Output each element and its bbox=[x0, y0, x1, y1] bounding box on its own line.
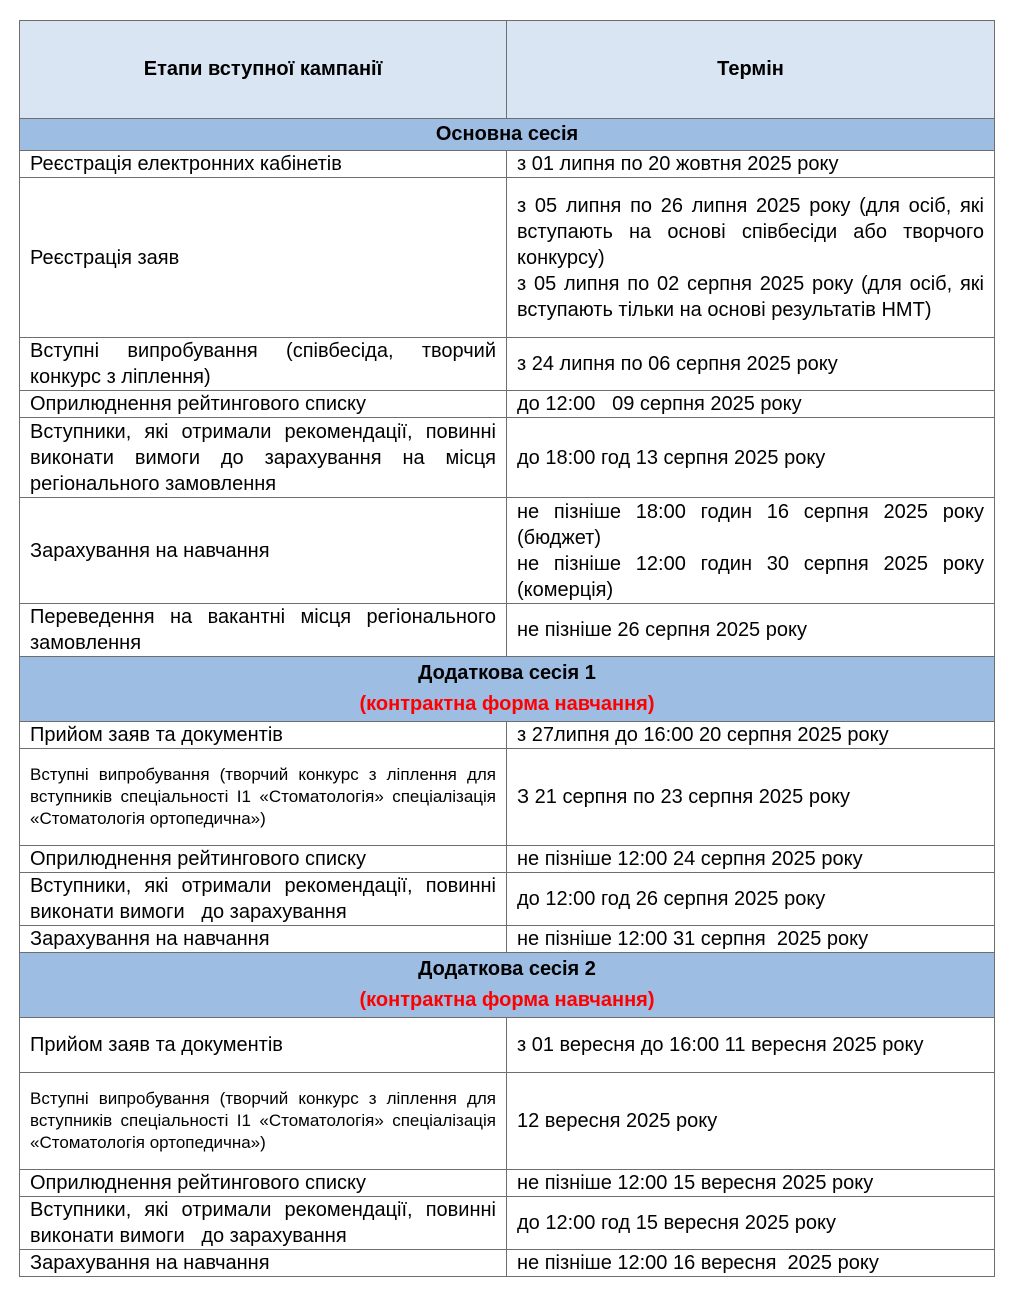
stage-cell: Вступники, які отримали рекомендації, повинні виконати вимоги до зарахування bbox=[20, 1197, 507, 1250]
table-row bbox=[20, 1197, 995, 1250]
term-cell bbox=[507, 749, 995, 846]
stage-cell: Вступники, які отримали рекомендації, повинні виконати вимоги до зарахування на місця регіонального замовлення bbox=[20, 418, 507, 498]
stage-cell: Вступні випробування (творчий конкурс з ліплення для вступників спеціальності I1 «Стоматологія» спеціалізація «Стоматологія ортопедична») bbox=[20, 1073, 507, 1170]
term-cell bbox=[507, 1170, 995, 1197]
session-title: Додаткова сесія 1 bbox=[418, 662, 596, 684]
term-cell bbox=[507, 178, 995, 338]
term-line: з 27липня до 16:00 20 серпня 2025 року bbox=[517, 724, 889, 746]
term-cell bbox=[507, 846, 995, 873]
term-cell bbox=[507, 418, 995, 498]
table-row bbox=[20, 873, 995, 926]
table-row bbox=[20, 1170, 995, 1197]
term-line: не пізніше 12:00 16 вересня 2025 року bbox=[517, 1252, 879, 1274]
term-cell bbox=[507, 1073, 995, 1170]
term-cell bbox=[507, 1018, 995, 1073]
table-row bbox=[20, 926, 995, 953]
stage-cell: Вступні випробування (співбесіда, творчий конкурс з ліплення) bbox=[20, 338, 507, 391]
term-line: не пізніше 12:00 31 серпня 2025 року bbox=[517, 928, 869, 950]
table-row bbox=[20, 749, 995, 846]
stage-cell: Прийом заяв та документів bbox=[20, 1018, 507, 1073]
column-header-stage: Етапи вступної кампанії bbox=[20, 21, 507, 119]
stage-cell: Прийом заяв та документів bbox=[20, 722, 507, 749]
session-header-additional-1 bbox=[20, 657, 995, 722]
stage-cell: Зарахування на навчання bbox=[20, 498, 507, 604]
session-header-additional-2 bbox=[20, 953, 995, 1018]
stage-cell: Оприлюднення рейтингового списку bbox=[20, 846, 507, 873]
term-line: з 05 липня по 02 серпня 2025 року (для осіб, які вступають тільки на основі результатів НМТ) bbox=[517, 272, 984, 321]
column-header-term: Термін bbox=[507, 21, 995, 119]
term-cell bbox=[507, 1197, 995, 1250]
term-line: з 01 липня по 20 жовтня 2025 року bbox=[517, 153, 839, 175]
table-row bbox=[20, 1073, 995, 1170]
term-line: до 12:00 год 26 серпня 2025 року bbox=[517, 888, 826, 910]
session-subtitle: (контрактна форма навчання) bbox=[359, 989, 655, 1011]
term-line: з 01 вересня до 16:00 11 вересня 2025 року bbox=[517, 1034, 924, 1056]
term-line: не пізніше 12:00 годин 30 серпня 2025 року (комерція) bbox=[517, 552, 984, 601]
term-cell bbox=[507, 926, 995, 953]
stage-cell: Вступники, які отримали рекомендації, повинні виконати вимоги до зарахування bbox=[20, 873, 507, 926]
table-row bbox=[20, 498, 995, 604]
table-row bbox=[20, 338, 995, 391]
term-line: не пізніше 26 серпня 2025 року bbox=[517, 619, 807, 641]
stage-cell: Зарахування на навчання bbox=[20, 926, 507, 953]
stage-cell: Вступні випробування (творчий конкурс з ліплення для вступників спеціальності I1 «Стоматологія» спеціалізація «Стоматологія ортопедична») bbox=[20, 749, 507, 846]
stage-cell: Оприлюднення рейтингового списку bbox=[20, 1170, 507, 1197]
term-cell bbox=[507, 722, 995, 749]
term-cell bbox=[507, 873, 995, 926]
stage-cell: Реєстрація електронних кабінетів bbox=[20, 151, 507, 178]
term-cell bbox=[507, 151, 995, 178]
table-row bbox=[20, 418, 995, 498]
table-row bbox=[20, 1018, 995, 1073]
term-line: не пізніше 18:00 годин 16 серпня 2025 року (бюджет) bbox=[517, 500, 984, 549]
session-header-main bbox=[20, 119, 995, 151]
term-line: З 21 серпня по 23 серпня 2025 року bbox=[517, 786, 851, 808]
term-cell bbox=[507, 498, 995, 604]
term-line: не пізніше 12:00 15 вересня 2025 року bbox=[517, 1172, 874, 1194]
term-cell bbox=[507, 604, 995, 657]
table-header-row bbox=[20, 21, 995, 119]
stage-cell: Реєстрація заяв bbox=[20, 178, 507, 338]
table-row bbox=[20, 722, 995, 749]
session-subtitle: (контрактна форма навчання) bbox=[359, 693, 655, 715]
term-line: 12 вересня 2025 року bbox=[517, 1110, 718, 1132]
stage-cell: Переведення на вакантні місця регіонального замовлення bbox=[20, 604, 507, 657]
term-cell bbox=[507, 338, 995, 391]
stage-cell: Оприлюднення рейтингового списку bbox=[20, 391, 507, 418]
term-line: з 24 липня по 06 серпня 2025 року bbox=[517, 353, 838, 375]
session-title: Основна сесія bbox=[435, 123, 579, 145]
stage-cell: Зарахування на навчання bbox=[20, 1250, 507, 1277]
term-line: з 05 липня по 26 липня 2025 року (для осіб, які вступають на основі співбесіди або творчого конкурсу) bbox=[517, 194, 984, 269]
term-line: до 18:00 год 13 серпня 2025 року bbox=[517, 446, 826, 469]
admission-schedule-table bbox=[19, 20, 995, 1277]
table-row bbox=[20, 846, 995, 873]
table-row bbox=[20, 178, 995, 338]
session-title: Додаткова сесія 2 bbox=[418, 958, 596, 980]
term-line: не пізніше 12:00 24 серпня 2025 року bbox=[517, 848, 863, 870]
term-cell bbox=[507, 391, 995, 418]
table-row bbox=[20, 391, 995, 418]
term-line: до 12:00 год 15 вересня 2025 року bbox=[517, 1212, 836, 1234]
table-row bbox=[20, 151, 995, 178]
table-row bbox=[20, 604, 995, 657]
term-line: до 12:00 09 серпня 2025 року bbox=[517, 393, 802, 415]
term-cell bbox=[507, 1250, 995, 1277]
table-row bbox=[20, 1250, 995, 1277]
